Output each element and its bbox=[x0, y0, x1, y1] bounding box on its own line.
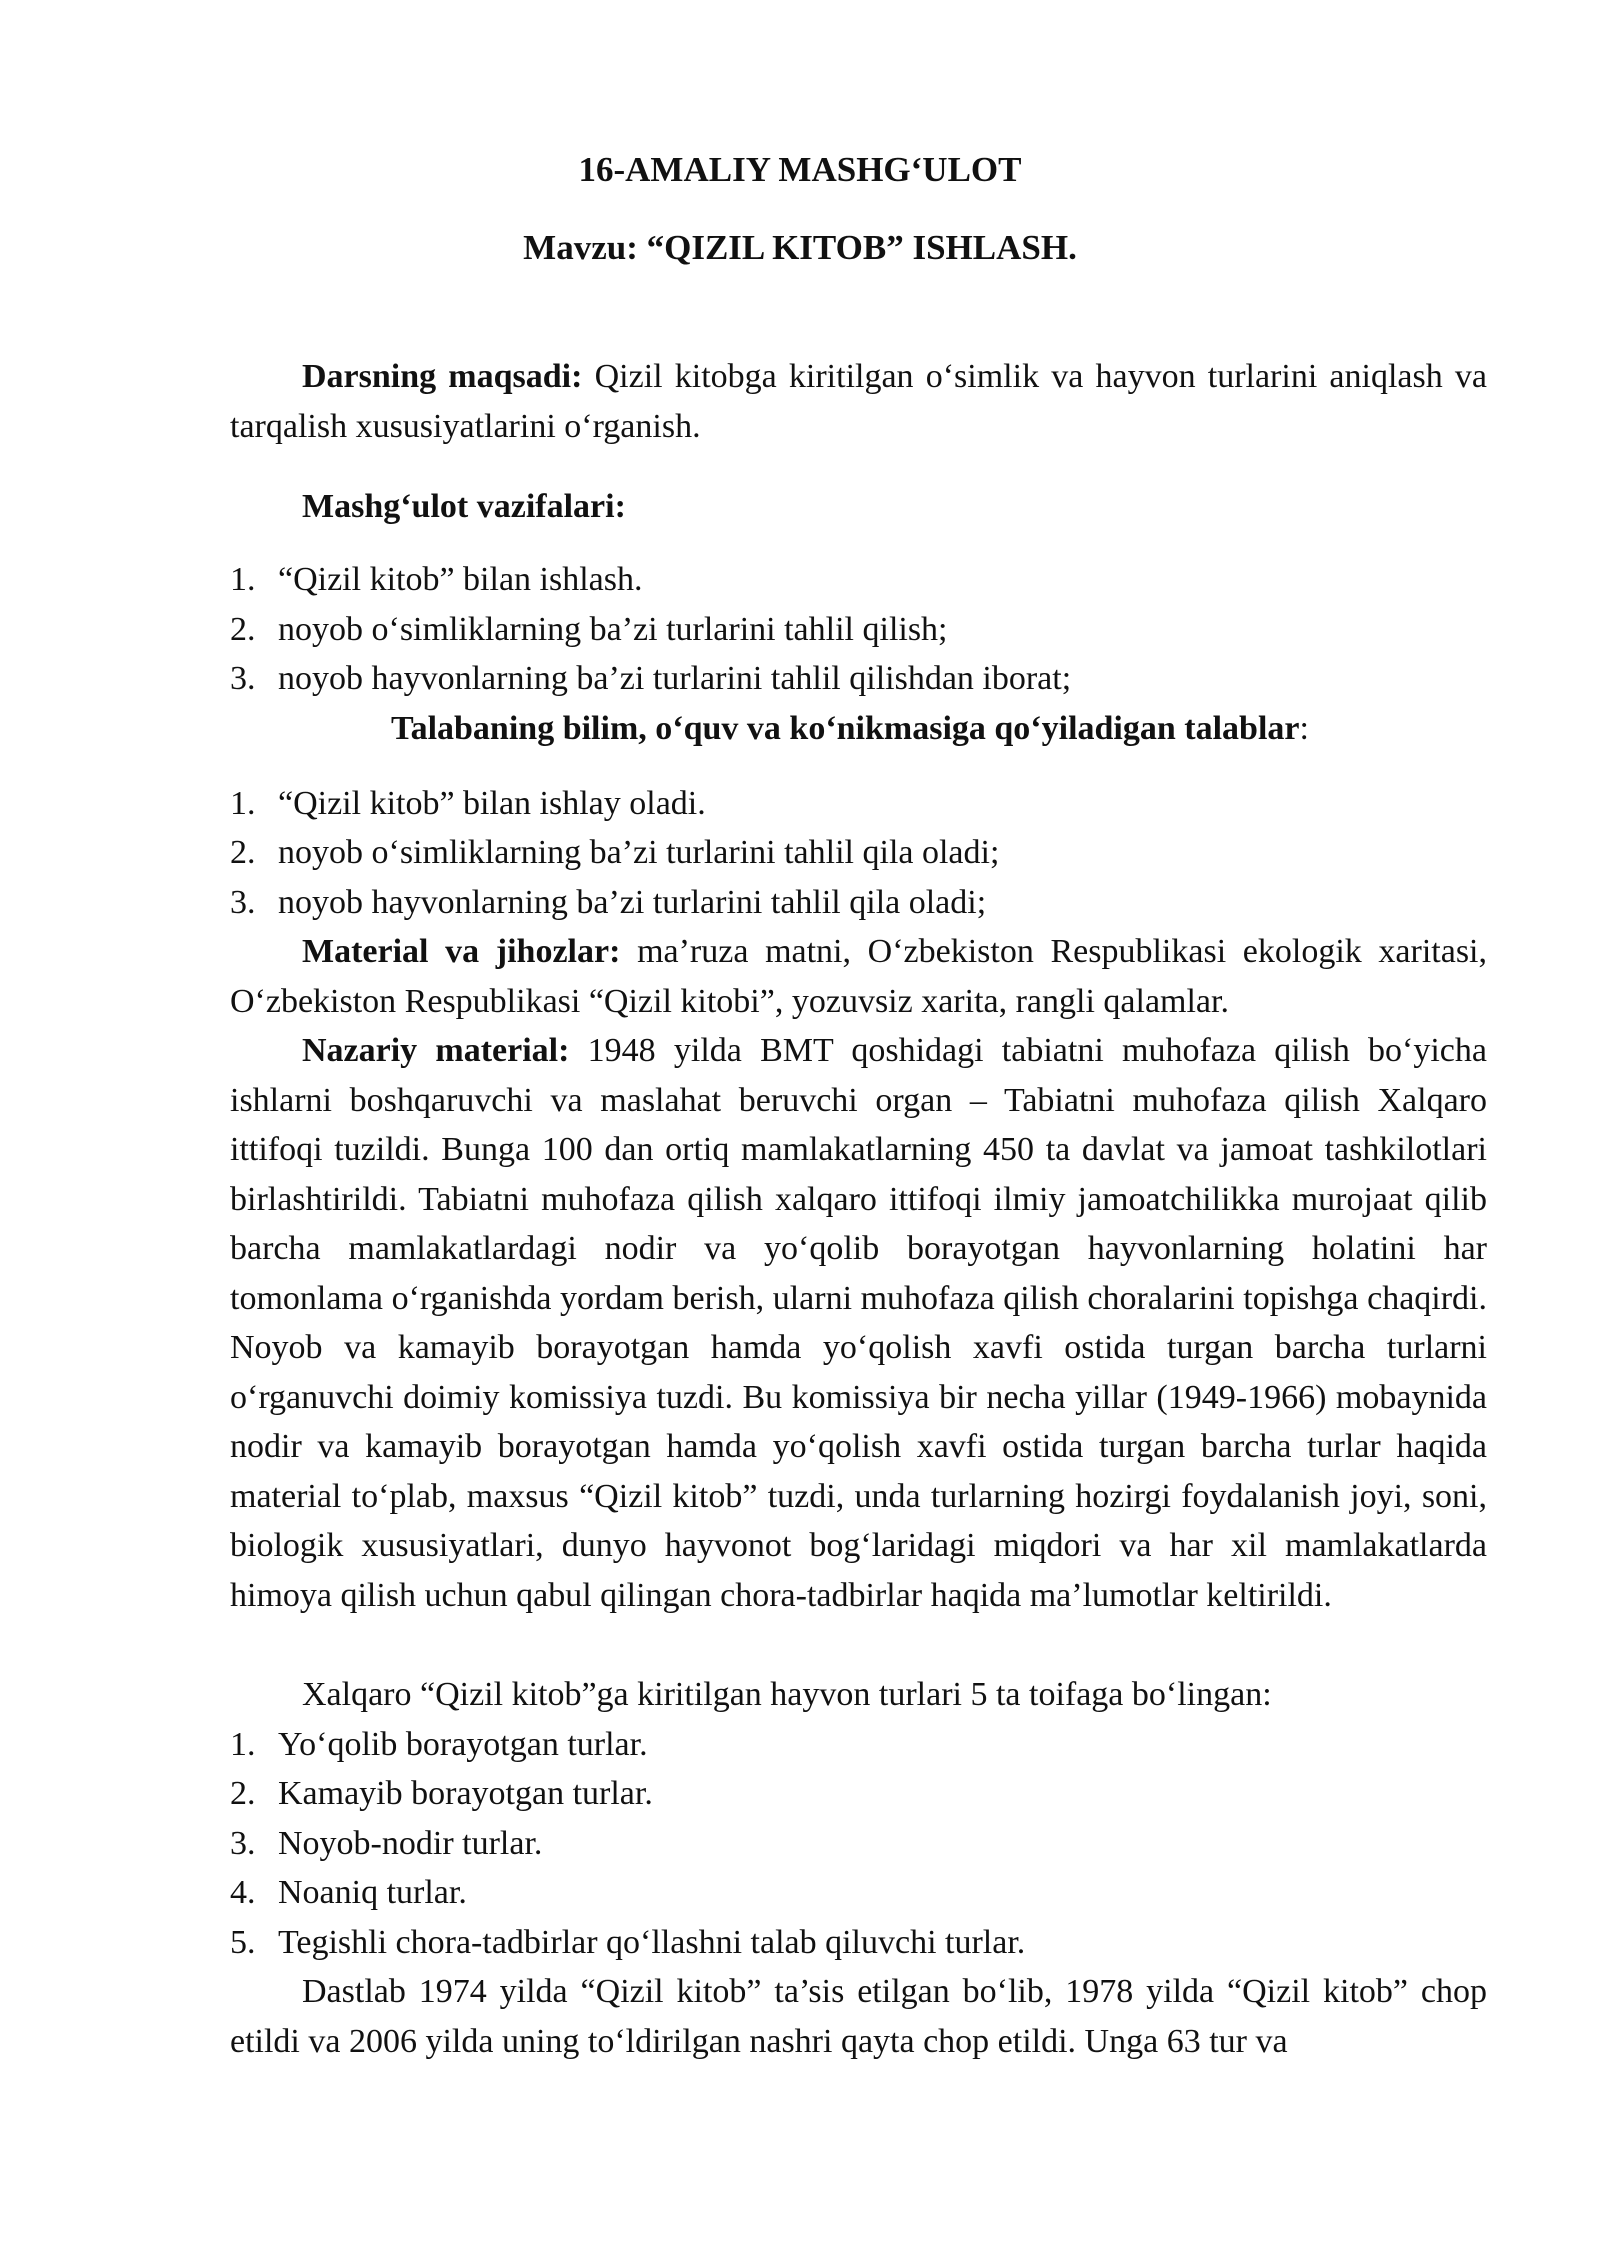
history-paragraph: Dastlab 1974 yilda “Qizil kitob” ta’sis etilgan bo‘lib, 1978 yilda “Qizil kitob” chop etildi va 2006 yilda uning to‘ldirilgan nashri qayta chop etildi. Unga 63 tur va bbox=[230, 1973, 1487, 2060]
materials-paragraph bbox=[230, 927, 1487, 1026]
category-item: 5. Tegishli chora-tadbirlar qo‘llashni talab qiluvchi turlar. bbox=[230, 1924, 1026, 1961]
theory-paragraph bbox=[230, 1026, 1487, 1620]
theory-label: Nazariy material: bbox=[302, 1032, 570, 1069]
tasks-heading: Mashg‘ulot vazifalari: bbox=[302, 488, 626, 525]
goal-label: Darsning maqsadi: bbox=[302, 358, 583, 395]
requirement-item: 1. “Qizil kitob” bilan ishlay oladi. bbox=[230, 785, 706, 822]
task-item: 1. “Qizil kitob” bilan ishlash. bbox=[230, 561, 643, 598]
materials-label: Material va jihozlar: bbox=[302, 933, 621, 970]
task-item: 2. noyob o‘simliklarning ba’zi turlarini tahlil qilish; bbox=[230, 611, 948, 648]
requirement-item: 3. noyob hayvonlarning ba’zi turlarini tahlil qila oladi; bbox=[230, 884, 987, 921]
category-item: 4. Noaniq turlar. bbox=[230, 1874, 467, 1911]
requirement-item: 2. noyob o‘simliklarning ba’zi turlarini tahlil qila oladi; bbox=[230, 834, 1000, 871]
task-item: 3. noyob hayvonlarning ba’zi turlarini tahlil qilishdan iborat; bbox=[230, 660, 1072, 697]
category-item: 3. Noyob-nodir turlar. bbox=[230, 1825, 543, 1862]
page-topic: Mavzu: “QIZIL KITOB” ISHLASH. bbox=[523, 228, 1077, 267]
category-item: 1. Yo‘qolib borayotgan turlar. bbox=[230, 1726, 648, 1763]
theory-text: 1948 yilda BMT qoshidagi tabiatni muhofaza qilish bo‘yicha ishlarni boshqaruvchi va maslahat beruvchi organ – Tabiatni muhofaza qilish Xalqaro ittifoqi tuzildi. Bunga 100 dan ortiq mamlakatlarning 450 ta davlat va jamoat tashkilotlari birlashtirildi. Tabiatni muhofaza qilish xalqaro ittifoqi ilmiy jamoatchilikka murojaat qilib barcha mamlakatlardagi nodir va yo‘qolib borayotgan hayvonlarning holatini har tomonlama o‘rganishda yordam berish, ularni muhofaza qilish choralarini topishga chaqirdi. Noyob va kamayib borayotgan hamda yo‘qolish xavfi ostida turgan barcha turlarni o‘rganuvchi doimiy komissiya tuzdi. Bu komissiya bir necha yillar (1949-1966) mobaynida nodir va kamayib borayotgan hamda yo‘qolish xavfi ostida turgan barcha turlar haqida material to‘plab, maxsus “Qizil kitob” tuzdi, unda turlarning hozirgi foydalanish joyi, soni, biologik xususiyatlari, dunyo hayvonot bog‘laridagi miqdori va har xil mamlakatlarda himoya qilish uchun qabul qilingan chora-tadbirlar haqida ma’lumotlar keltirildi. bbox=[230, 1032, 1487, 1614]
page-title: 16-AMALIY MASHG‘ULOT bbox=[578, 150, 1022, 189]
category-item: 2. Kamayib borayotgan turlar. bbox=[230, 1775, 653, 1812]
materials-text: ma’ruza matni, O‘zbekiston Respublikasi ekologik xaritasi, O‘zbekiston Respublikasi “Qizil kitobi”, yozuvsiz xarita, rangli qalamlar. bbox=[230, 933, 1487, 1020]
requirements-heading: Talabaning bilim, o‘quv va ko‘nikmasiga qo‘yiladigan talablar: bbox=[391, 710, 1309, 747]
categories-intro: Xalqaro “Qizil kitob”ga kiritilgan hayvon turlari 5 ta toifaga bo‘lingan: bbox=[302, 1676, 1272, 1713]
goal-text: Qizil kitobga kiritilgan o‘simlik va hayvon turlarini aniqlash va tarqalish xususiyatlarini o‘rganish. bbox=[230, 358, 1487, 445]
goal-paragraph bbox=[230, 352, 1487, 451]
